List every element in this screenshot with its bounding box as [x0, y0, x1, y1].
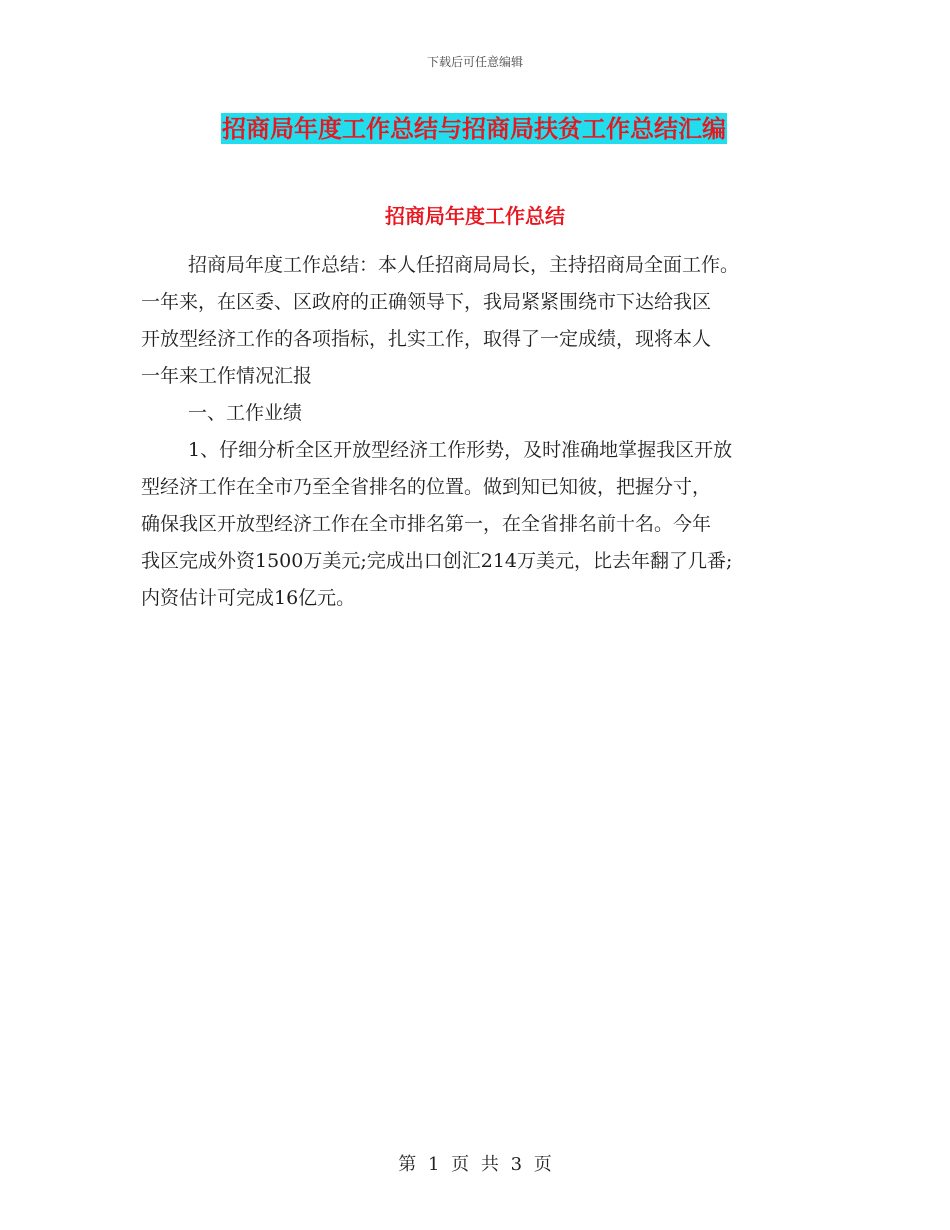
- paragraph-line: 一年来，在区委、区政府的正确领导下，我局紧紧围绕市下达给我区: [141, 291, 712, 313]
- paragraph-line: 内资估计可完成16亿元。: [141, 587, 356, 609]
- page-footer: 第 1 页 共 3 页: [398, 1154, 552, 1175]
- paragraph-line: 招商局年度工作总结：本人任招商局局长，主持招商局全面工作。: [188, 254, 740, 276]
- paragraph-line: 型经济工作在全市乃至全省排名的位置。做到知已知彼，把握分寸，: [141, 476, 712, 498]
- paragraph-line: 我区完成外资1500万美元;完成出口创汇214万美元，比去年翻了几番;: [141, 550, 733, 572]
- paragraph-line: 确保我区开放型经济工作在全市排名第一，在全省排名前十名。今年: [141, 513, 712, 535]
- paragraph-line: 1、仔细分析全区开放型经济工作形势，及时准确地掌握我区开放: [188, 439, 733, 461]
- document-section-title: 招商局年度工作总结: [385, 204, 565, 228]
- document-main-title: 招商局年度工作总结与招商局扶贫工作总结汇编: [222, 114, 726, 143]
- paragraph-line: 开放型经济工作的各项指标，扎实工作，取得了一定成绩，现将本人: [141, 328, 712, 350]
- page-header: 下载后可任意编辑: [426, 55, 523, 69]
- section-heading: 一、工作业绩: [188, 402, 303, 424]
- paragraph-line: 一年来工作情况汇报: [141, 365, 313, 387]
